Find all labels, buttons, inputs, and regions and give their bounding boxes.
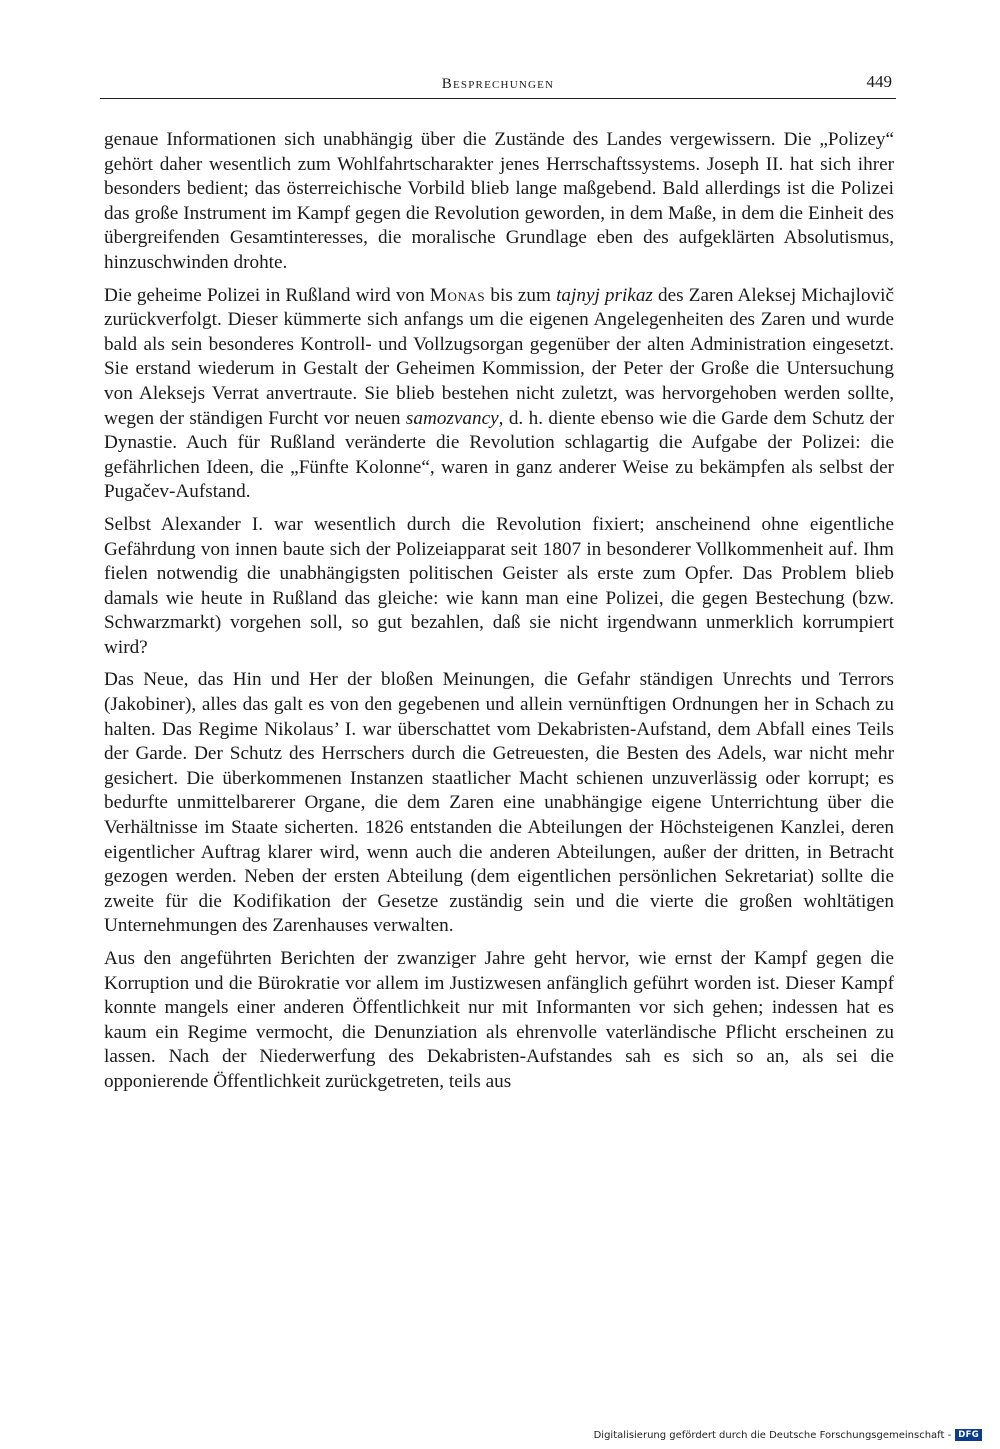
body-text [104,128,894,1103]
digitization-credit [594,1429,982,1441]
text-run: Das Neue, das Hin und Her der bloßen Meinungen, die Gefahr ständigen Unrechts und Terrors (Jakobiner), alles das galt es von den gegebenen und allein vernünftigen Ordnungen her in Schach zu halten. Das Regime Nikolaus’ I. war überschattet vom Dekabristen-Aufstand, dem Abfall eines Teils der Garde. Der Schutz des Herrschers durch die Getreuesten, die Besten des Adels, war nicht mehr gesichert. Die überkommenen Instanzen staatlicher Macht schienen unzuverlässig oder korrupt; es bedurfte unmittelbarerer Organe, die dem Zaren eine unabhängige eigene Unterrichtung über die Verhältnisse im Staate sicherten. 1826 entstanden die Abteilungen der Höchsteigenen Kanzlei, deren eigentlicher Auftrag klarer wird, wenn auch die anderen Abteilungen, außer der dritten, in Betracht gezogen werden. Neben der ersten Abteilung (dem eigentlichen persönlichen Sekretariat) sollte die zweite für die Kodifikation der Gesetze zuständig sein und die vierte die großen wohltätigen Unternehmungen des Zarenhauses verwalten. [104,669,894,937]
header-rule [100,98,896,99]
dfg-logo: DFG [955,1429,982,1441]
text-run: Die geheime Polizei in Rußland wird von [104,284,430,306]
paragraph [104,668,894,939]
italic-term: tajnyj prikaz [556,284,653,306]
running-header [100,72,896,102]
text-run: bis zum [485,284,557,306]
italic-term: samozvancy [405,407,499,429]
paragraph [104,513,894,661]
text-run: des Zaren Aleksej Michajlovič zurückverfolgt. Dieser kümmerte sich anfangs um die eigenen Angelegenheiten des Zaren und wurde bald als sein besonderes Kontroll- und Vollzugsorgan gegenüber der alten Administration eingesetzt. Sie erstand wiederum in Gestalt der Geheimen Kommission, der Peter der Große die Untersuchung von Aleksejs Verrat anvertraute. Sie blieb bestehen nicht zuletzt, was hervorgehoben werden sollte, wegen der ständigen Furcht vor neuen [104,284,894,429]
text-run: Aus den angeführten Berichten der zwanziger Jahre geht hervor, wie ernst der Kampf gegen die Korruption und die Bürokratie vor allem im Justizwesen anfänglich geführt worden ist. Dieser Kampf konnte mangels einer anderen Öffentlichkeit nur mit Informanten vor sich gehen; indessen hat es kaum ein Regime vermocht, die Denunziation als ehrenvolle vaterländische Pflicht erscheinen zu lassen. Nach der Niederwerfung des Dekabristen-Aufstandes sah es sich so an, als sei die opponierende Öffentlichkeit zurückgetreten, teils aus [104,948,894,1092]
text-run: Selbst Alexander I. war wesentlich durch die Revolution fixiert; anscheinend ohne eigentliche Gefährdung von innen baute sich der Polizeiapparat seit 1807 in besonderer Vollkommenheit auf. Ihm fielen notwendig die unabhängigsten politischen Geister als erste zum Opfer. Das Problem blieb damals wie heute in Rußland das gleiche: wie kann man eine Polizei, die gegen Bestechung (bzw. Schwarzmarkt) vorgehen soll, so gut bezahlen, daß sie nicht irgendwann unmerklich korrumpiert wird? [104,513,894,658]
page-number: 449 [866,72,892,91]
running-head-title: Besprechungen [441,76,555,92]
paragraph [104,128,894,276]
credit-text: Digitalisierung gefördert durch die Deutsche Forschungsgemeinschaft - [593,1429,952,1441]
text-run: genaue Informationen sich unabhängig über die Zustände des Landes vergewissern. Die „Polizey“ gehört daher wesentlich zum Wohlfahrtscharakter jenes Herrschaftssystems. Joseph II. hat sich ihrer besonders bedient; das österreichische Vorbild blieb lange maßgebend. Bald allerdings ist die Polizei das große Instrument im Kampf gegen die Revolution geworden, in dem Maße, in dem die Einheit des übergreifenden Gesamtinteresses, die moralische Grundlage eben des aufgeklärten Absolutismus, hinzuschwinden drohte. [104,129,894,273]
text-run: , d. h. diente ebenso wie die Garde dem Schutz der Dynastie. Auch für Rußland veränderte die Revolution schlagartig die Aufgabe der Polizei: die gefährlichen Ideen, die „Fünfte Kolonne“, waren in ganz anderer Weise zu bekämpfen als selbst der Pugačev-Aufstand. [104,407,895,503]
paragraph [104,284,894,505]
author-name: Monas [429,284,486,306]
paragraph [104,947,894,1095]
